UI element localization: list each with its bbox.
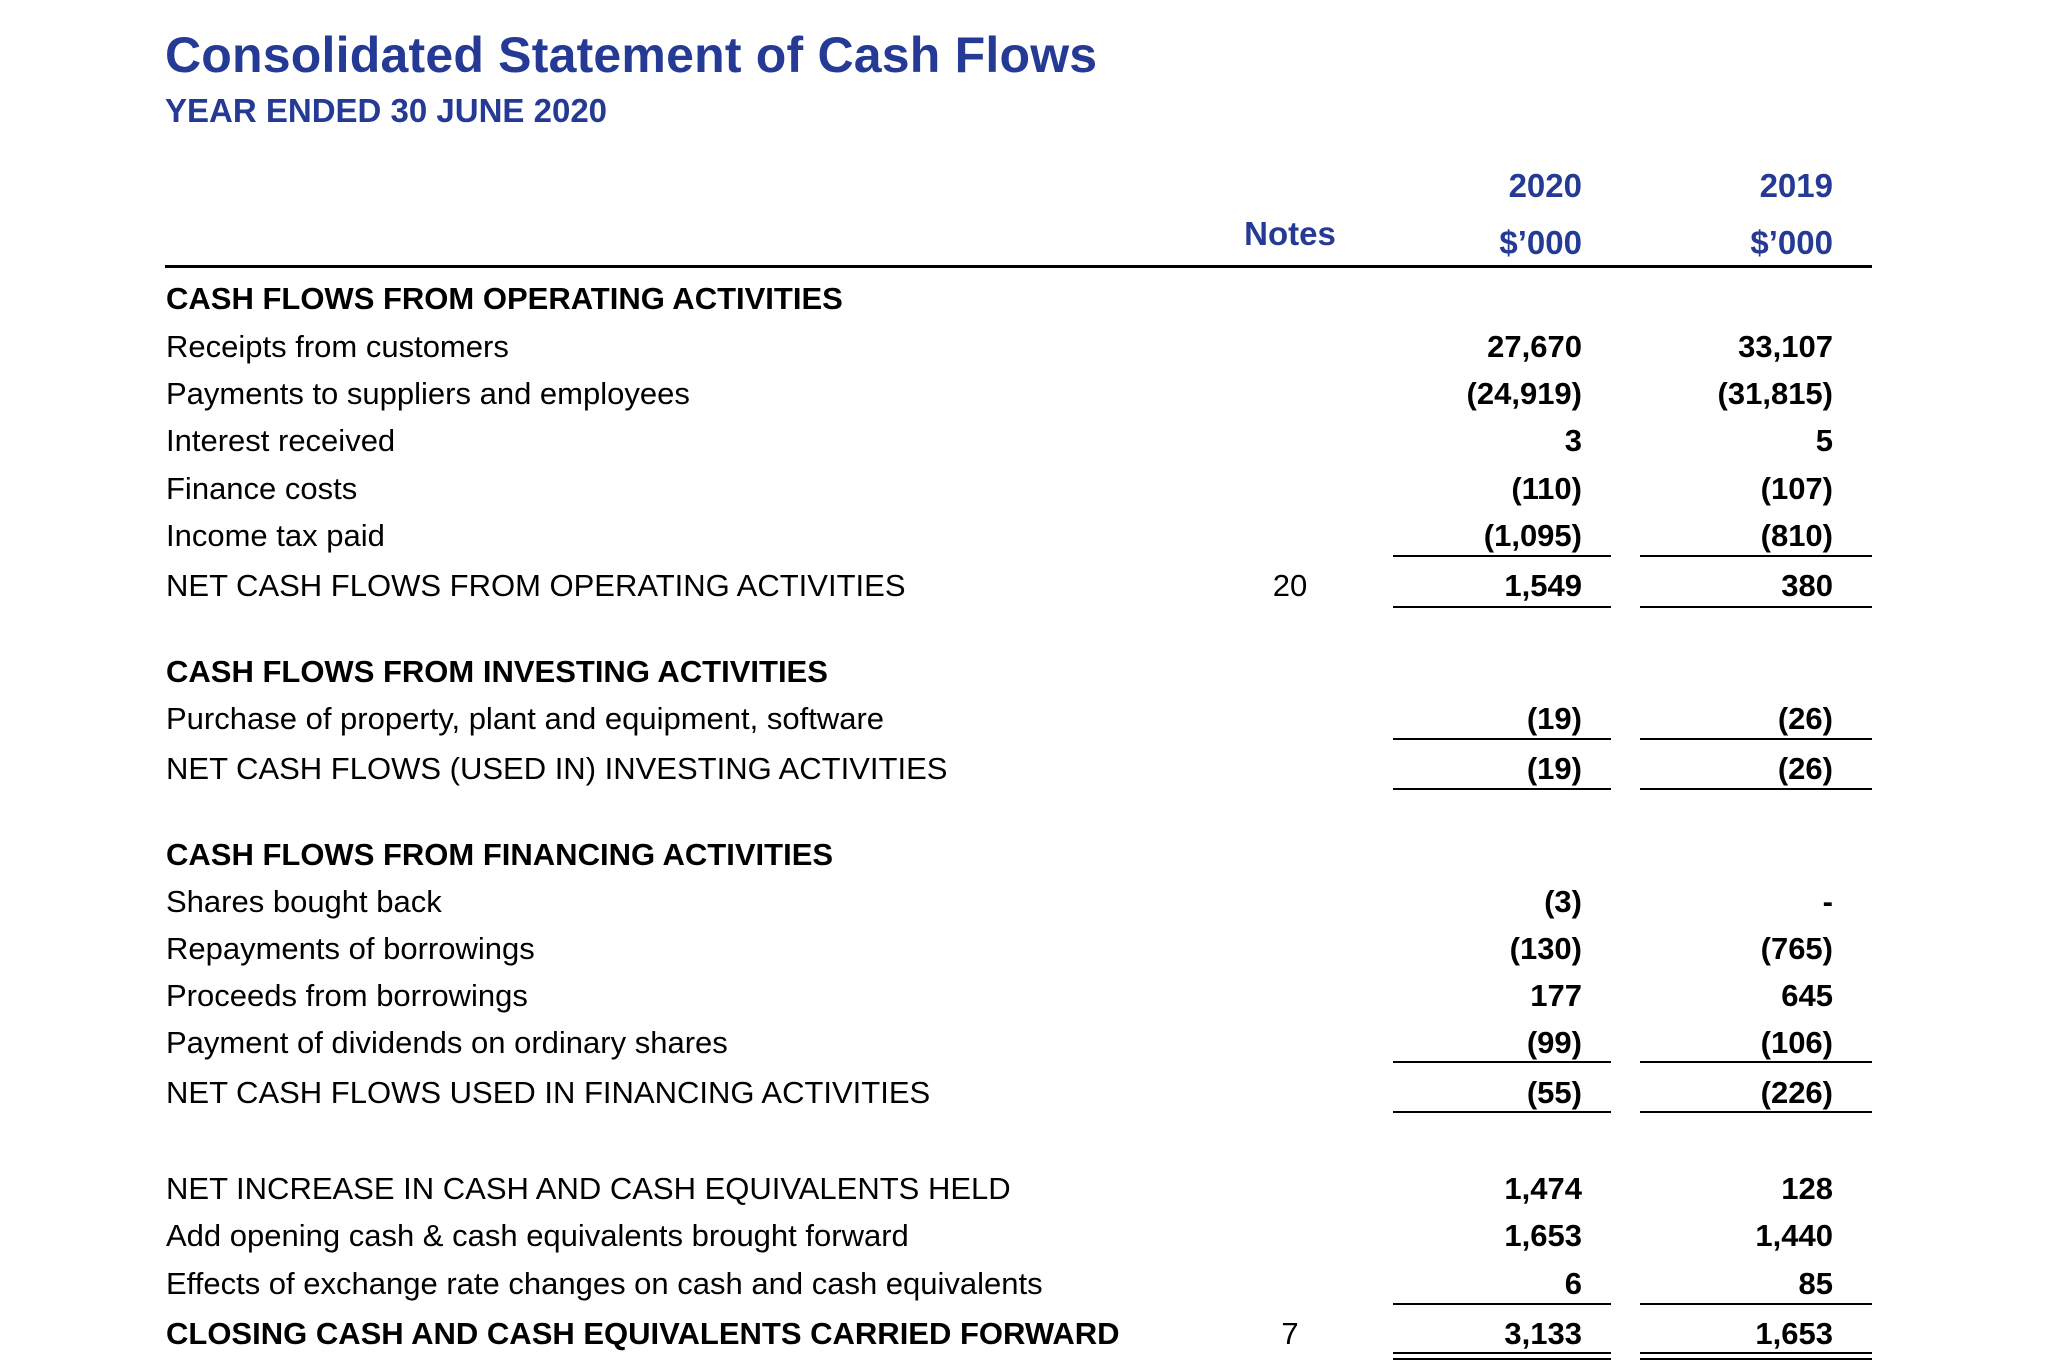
notes-column-header: Notes	[1244, 215, 1336, 252]
value-2019: -	[1822, 884, 1833, 919]
subtotal-rule	[1640, 1061, 1872, 1063]
table-row	[0, 415, 2056, 462]
row-note: 20	[1272, 568, 1308, 603]
statement-period: YEAR ENDED 30 JUNE 2020	[165, 92, 608, 129]
subtotal-rule	[1393, 1303, 1611, 1305]
value-2019: (765)	[1760, 931, 1833, 966]
table-row	[0, 876, 2056, 923]
row-label: NET CASH FLOWS USED IN FINANCING ACTIVITIES	[166, 1075, 931, 1110]
row-label: Shares bought back	[166, 884, 442, 919]
value-2020: (19)	[1526, 701, 1582, 736]
value-2019: 1,440	[1755, 1218, 1833, 1253]
column-header-2019-year: 2019	[1759, 167, 1833, 204]
row-label: Proceeds from borrowings	[166, 978, 528, 1013]
section-heading-investing	[0, 646, 2056, 693]
row-label: Payment of dividends on ordinary shares	[166, 1025, 728, 1060]
section-heading-label: CASH FLOWS FROM INVESTING ACTIVITIES	[166, 654, 828, 689]
table-row	[0, 693, 2056, 740]
table-row	[0, 1163, 2056, 1210]
value-2020: (110)	[1511, 471, 1582, 506]
value-2019: (107)	[1760, 471, 1833, 506]
total-rule	[1393, 1111, 1611, 1113]
value-2020: (130)	[1509, 931, 1582, 966]
value-2020: 27,670	[1487, 329, 1582, 364]
grand-total-double-rule	[1640, 1352, 1872, 1360]
row-label: Repayments of borrowings	[166, 931, 535, 966]
total-row-financing	[0, 1067, 2056, 1114]
total-rule	[1393, 788, 1611, 790]
table-row	[0, 510, 2056, 557]
total-rule	[1393, 606, 1611, 608]
value-2020: 6	[1564, 1266, 1582, 1301]
section-heading-label: CASH FLOWS FROM OPERATING ACTIVITIES	[166, 281, 843, 316]
value-2019: (31,815)	[1717, 376, 1833, 411]
value-2019: 380	[1781, 568, 1833, 603]
row-label: NET CASH FLOWS FROM OPERATING ACTIVITIES	[166, 568, 906, 603]
column-header-2019-unit: $’000	[1750, 224, 1833, 261]
table-row	[0, 1017, 2056, 1064]
subtotal-rule	[1640, 738, 1872, 740]
row-label: Income tax paid	[166, 518, 385, 553]
table-row	[0, 368, 2056, 415]
value-2019: (810)	[1760, 518, 1833, 553]
value-2020: (1,095)	[1483, 518, 1582, 553]
row-label: Receipts from customers	[166, 329, 509, 364]
value-2020: 1,653	[1504, 1218, 1582, 1253]
row-label: Purchase of property, plant and equipment, software	[166, 701, 885, 736]
value-2020: 3	[1564, 423, 1582, 458]
grand-total-double-rule	[1393, 1352, 1611, 1360]
row-label: Interest received	[166, 423, 396, 458]
value-2019: 645	[1781, 978, 1833, 1013]
value-2020: 3,133	[1504, 1316, 1582, 1351]
total-row-investing	[0, 743, 2056, 790]
value-2020: (99)	[1526, 1025, 1582, 1060]
table-row	[0, 923, 2056, 970]
row-label: Add opening cash & cash equivalents brought forward	[166, 1218, 909, 1253]
subtotal-rule	[1393, 555, 1611, 557]
row-note: 7	[1281, 1316, 1299, 1351]
header-divider	[165, 265, 1872, 268]
table-row	[0, 321, 2056, 368]
subtotal-rule	[1393, 738, 1611, 740]
value-2019: (226)	[1760, 1075, 1833, 1110]
table-row	[0, 1258, 2056, 1305]
subtotal-rule	[1640, 555, 1872, 557]
value-2020: 177	[1530, 978, 1582, 1013]
column-header-2020-unit: $’000	[1499, 224, 1582, 261]
total-row-operating	[0, 560, 2056, 607]
value-2019: (26)	[1777, 701, 1833, 736]
value-2019: (26)	[1777, 751, 1833, 786]
total-rule	[1640, 1111, 1872, 1113]
total-rule	[1640, 788, 1872, 790]
section-heading-label: CASH FLOWS FROM FINANCING ACTIVITIES	[166, 837, 834, 872]
value-2020: (3)	[1544, 884, 1582, 919]
column-header-2020-year: 2020	[1508, 167, 1582, 204]
row-label: Finance costs	[166, 471, 358, 506]
value-2019: 5	[1815, 423, 1833, 458]
closing-balance-row	[0, 1308, 2056, 1355]
row-label: Effects of exchange rate changes on cash and cash equivalents	[166, 1266, 1043, 1301]
subtotal-rule	[1640, 1303, 1872, 1305]
value-2020: (55)	[1526, 1075, 1582, 1110]
value-2020: 1,474	[1504, 1171, 1582, 1206]
value-2019: (106)	[1760, 1025, 1833, 1060]
table-row	[0, 970, 2056, 1017]
subtotal-rule	[1393, 1061, 1611, 1063]
value-2019: 33,107	[1738, 329, 1833, 364]
section-heading-operating	[0, 273, 2056, 320]
value-2020: (24,919)	[1466, 376, 1582, 411]
row-label: NET INCREASE IN CASH AND CASH EQUIVALENTS HELD	[166, 1171, 1011, 1206]
value-2019: 1,653	[1755, 1316, 1833, 1351]
value-2019: 85	[1798, 1266, 1833, 1301]
row-label: Payments to suppliers and employees	[166, 376, 690, 411]
total-rule	[1640, 606, 1872, 608]
statement-title: Consolidated Statement of Cash Flows	[165, 27, 1098, 83]
section-heading-financing	[0, 829, 2056, 876]
value-2020: (19)	[1526, 751, 1582, 786]
table-row	[0, 463, 2056, 510]
row-label: CLOSING CASH AND CASH EQUIVALENTS CARRIED FORWARD	[166, 1316, 1120, 1351]
value-2020: 1,549	[1504, 568, 1582, 603]
value-2019: 128	[1781, 1171, 1833, 1206]
row-label: NET CASH FLOWS (USED IN) INVESTING ACTIVITIES	[166, 751, 948, 786]
table-row	[0, 1210, 2056, 1257]
